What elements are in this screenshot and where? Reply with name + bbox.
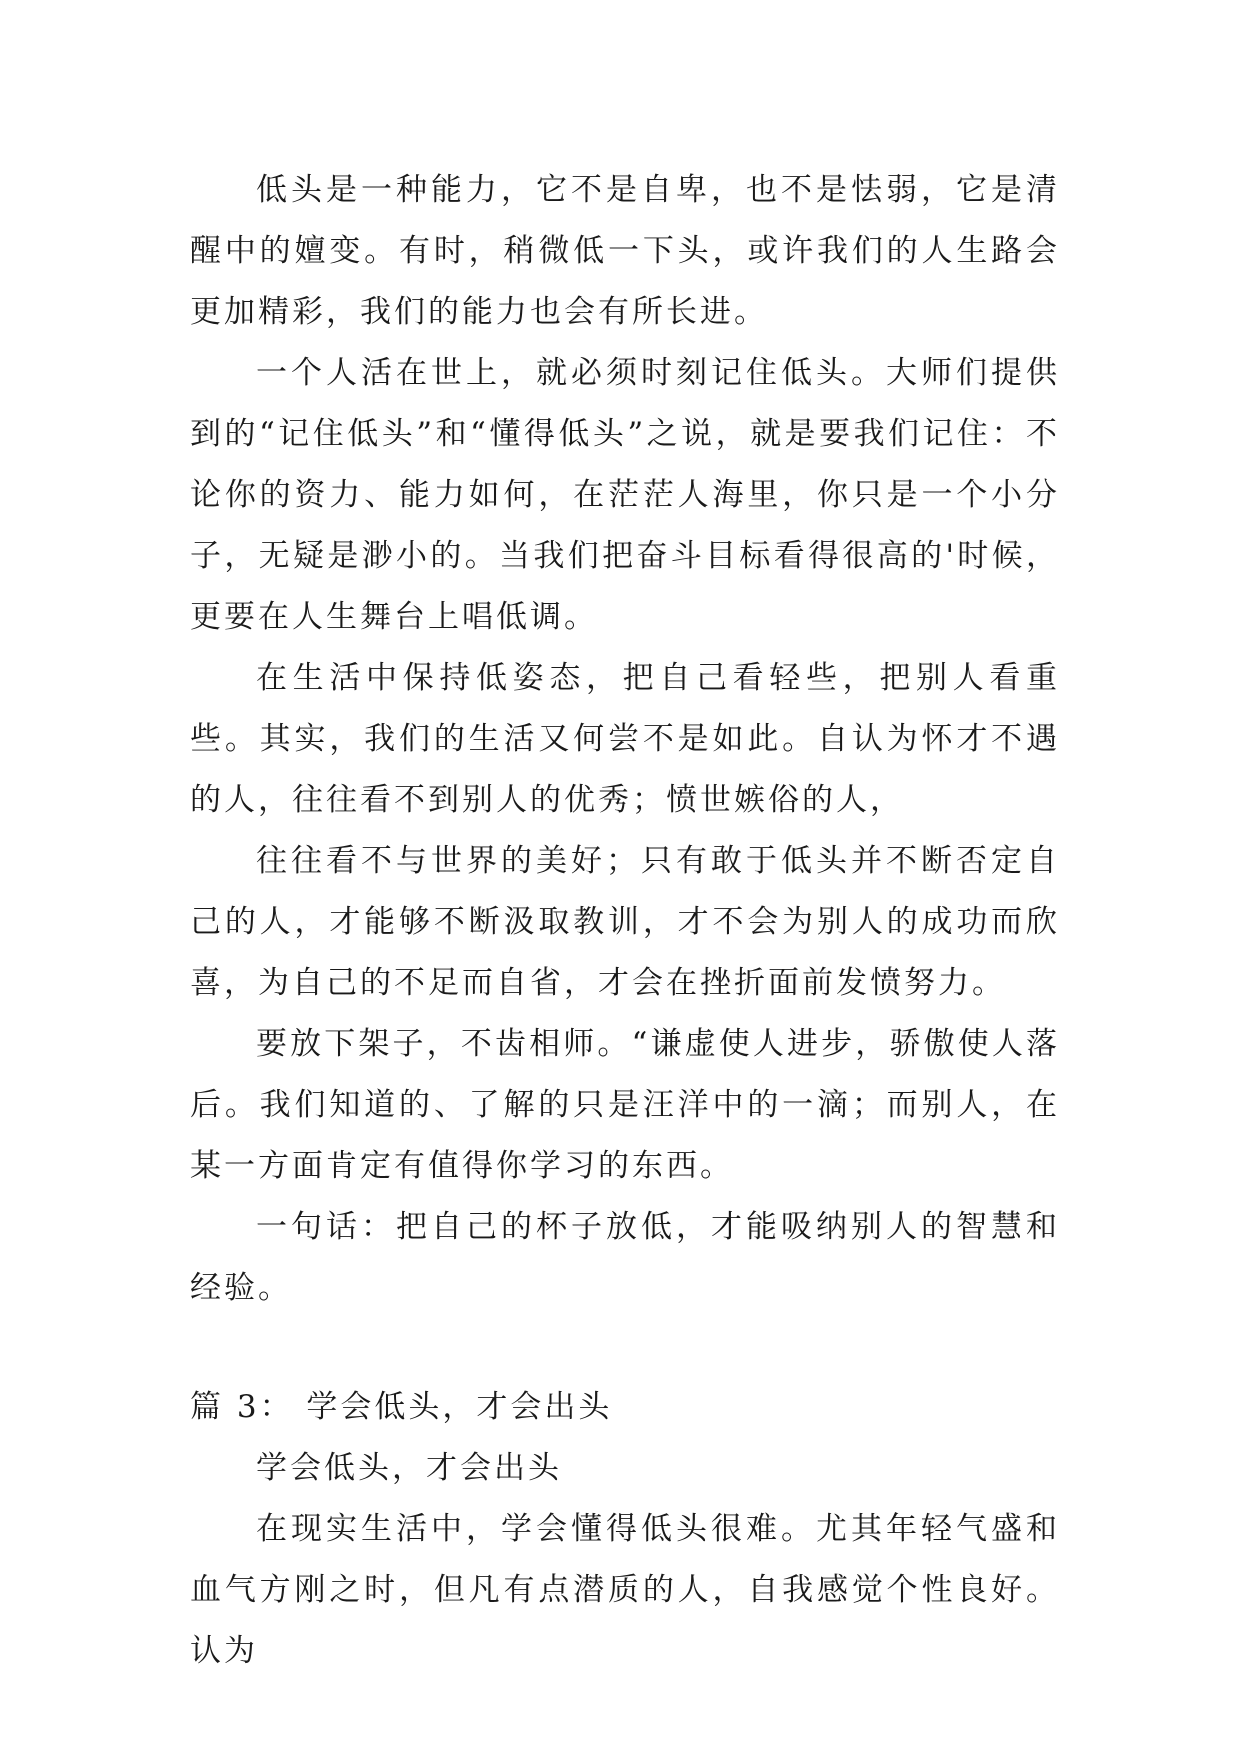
paragraph: 一个人活在世上，就必须时刻记住低头。大师们提供到的“记住低头”和“懂得低头”之说，就是要我们记住：不论你的资力、能力如何，在茫茫人海里，你只是一个小分子，无疑是渺小的。当我们把奋斗目标看得很高的'时候，更要在人生舞台上唱低调。	[190, 355, 1060, 635]
paragraph: 在生活中保持低姿态，把自己看轻些，把别人看重些。其实，我们的生活又何尝不是如此。自认为怀才不遇的人，往往看不到别人的优秀；愤世嫉俗的人，	[190, 660, 1060, 818]
paragraph: 在现实生活中，学会懂得低头很难。尤其年轻气盛和血气方刚之时，但凡有点潜质的人，自我感觉个性良好。认为	[190, 1511, 1060, 1669]
paragraph: 要放下架子，不齿相师。“谦虚使人进步，骄傲使人落后。我们知道的、了解的只是汪洋中的一滴；而别人，在某一方面肯定有值得你学习的东西。	[190, 1026, 1060, 1184]
paragraph: 往往看不与世界的美好；只有敢于低头并不断否定自己的人，才能够不断汲取教训，才不会为别人的成功而欣喜，为自己的不足而自省，才会在挫折面前发愤努力。	[190, 843, 1060, 1001]
document-body	[190, 160, 1060, 1682]
section-spacer	[190, 1319, 1060, 1377]
section-heading: 篇 3： 学会低头，才会出头	[190, 1389, 613, 1425]
section-subtitle: 学会低头，才会出头	[256, 1450, 562, 1486]
paragraph: 一句话：把自己的杯子放低，才能吸纳别人的智慧和经验。	[190, 1209, 1060, 1306]
paragraph: 低头是一种能力，它不是自卑，也不是怯弱，它是清醒中的嬗变。有时，稍微低一下头，或许我们的人生路会更加精彩，我们的能力也会有所长进。	[190, 172, 1060, 330]
